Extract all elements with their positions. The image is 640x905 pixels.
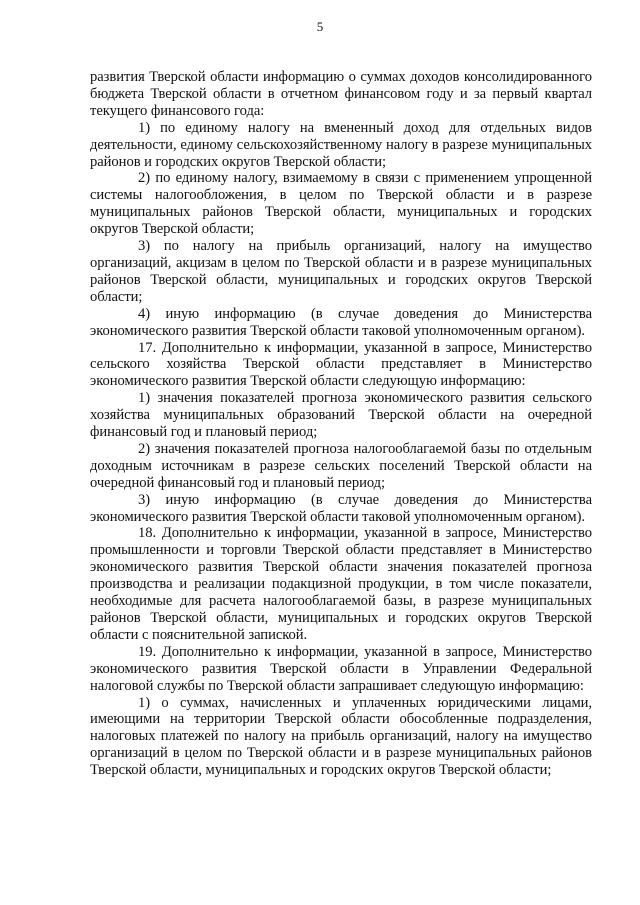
paragraph: 3) по налогу на прибыль организаций, налогу на имущество организаций, акцизам в целом по Тверской области и в разрезе муниципальных районов Тверской области, муниципальных и городских округов Тверской области; (90, 238, 592, 305)
document-body (90, 69, 592, 779)
paragraph: 1) значения показателей прогноза экономического развития сельского хозяйства муниципальных образований Тверской области на очередной финансовый год и плановый период; (90, 390, 592, 441)
paragraph: развития Тверской области информацию о суммах доходов консолидированного бюджета Тверской области в отчетном финансовом году и за первый квартал текущего финансового года: (90, 69, 592, 119)
paragraph: 18. Дополнительно к информации, указанной в запросе, Министерство промышленности и торговли Тверской области представляет в Министерство экономического развития Тверской области значения показателей прогноза производства и реализации подакцизной продукции, в том числе показатели, необходимые для расчета налогооблагаемой базы, в разрезе муниципальных районов Тверской области, муниципальных и городских округов Тверской области с пояснительной запиской. (90, 525, 592, 643)
paragraph: 2) по единому налогу, взимаемому в связи с применением упрощенной системы налогообложения, в целом по Тверской области и в разрезе муниципальных районов Тверской области, муниципальных и городских округов Тверской области; (90, 170, 592, 238)
paragraph: 19. Дополнительно к информации, указанной в запросе, Министерство экономического развития Тверской области в Управлении Федеральной налоговой службы по Тверской области запрашивает следующую информацию: (90, 643, 592, 694)
paragraph: 1) о суммах, начисленных и уплаченных юридическими лицами, имеющими на территории Тверской области обособленные подразделения, налоговых платежей по налогу на прибыль организаций, налогу на имущество организаций в целом по Тверской области и в разрезе муниципальных районов Тверской области, муниципальных и городских округов Тверской области; (90, 694, 592, 779)
paragraph: 17. Дополнительно к информации, указанной в запросе, Министерство сельского хозяйства Тверской области представляет в Министерство экономического развития Тверской области следующую информацию: (90, 339, 592, 390)
paragraph: 3) иную информацию (в случае доведения до Министерства экономического развития Тверской области таковой уполномоченным органом). (90, 491, 592, 525)
paragraph: 2) значения показателей прогноза налогооблагаемой базы по отдельным доходным источникам в разрезе сельских поселений Тверской области на очередной финансовый год и плановый период; (90, 440, 592, 491)
page-number: 5 (316, 19, 324, 34)
paragraph: 1) по единому налогу на вмененный доход для отдельных видов деятельности, единому сельскохозяйственному налогу в разрезе муниципальных районов и городских округов Тверской области; (90, 119, 592, 170)
paragraph: 4) иную информацию (в случае доведения до Министерства экономического развития Тверской области таковой уполномоченным органом). (90, 305, 592, 339)
